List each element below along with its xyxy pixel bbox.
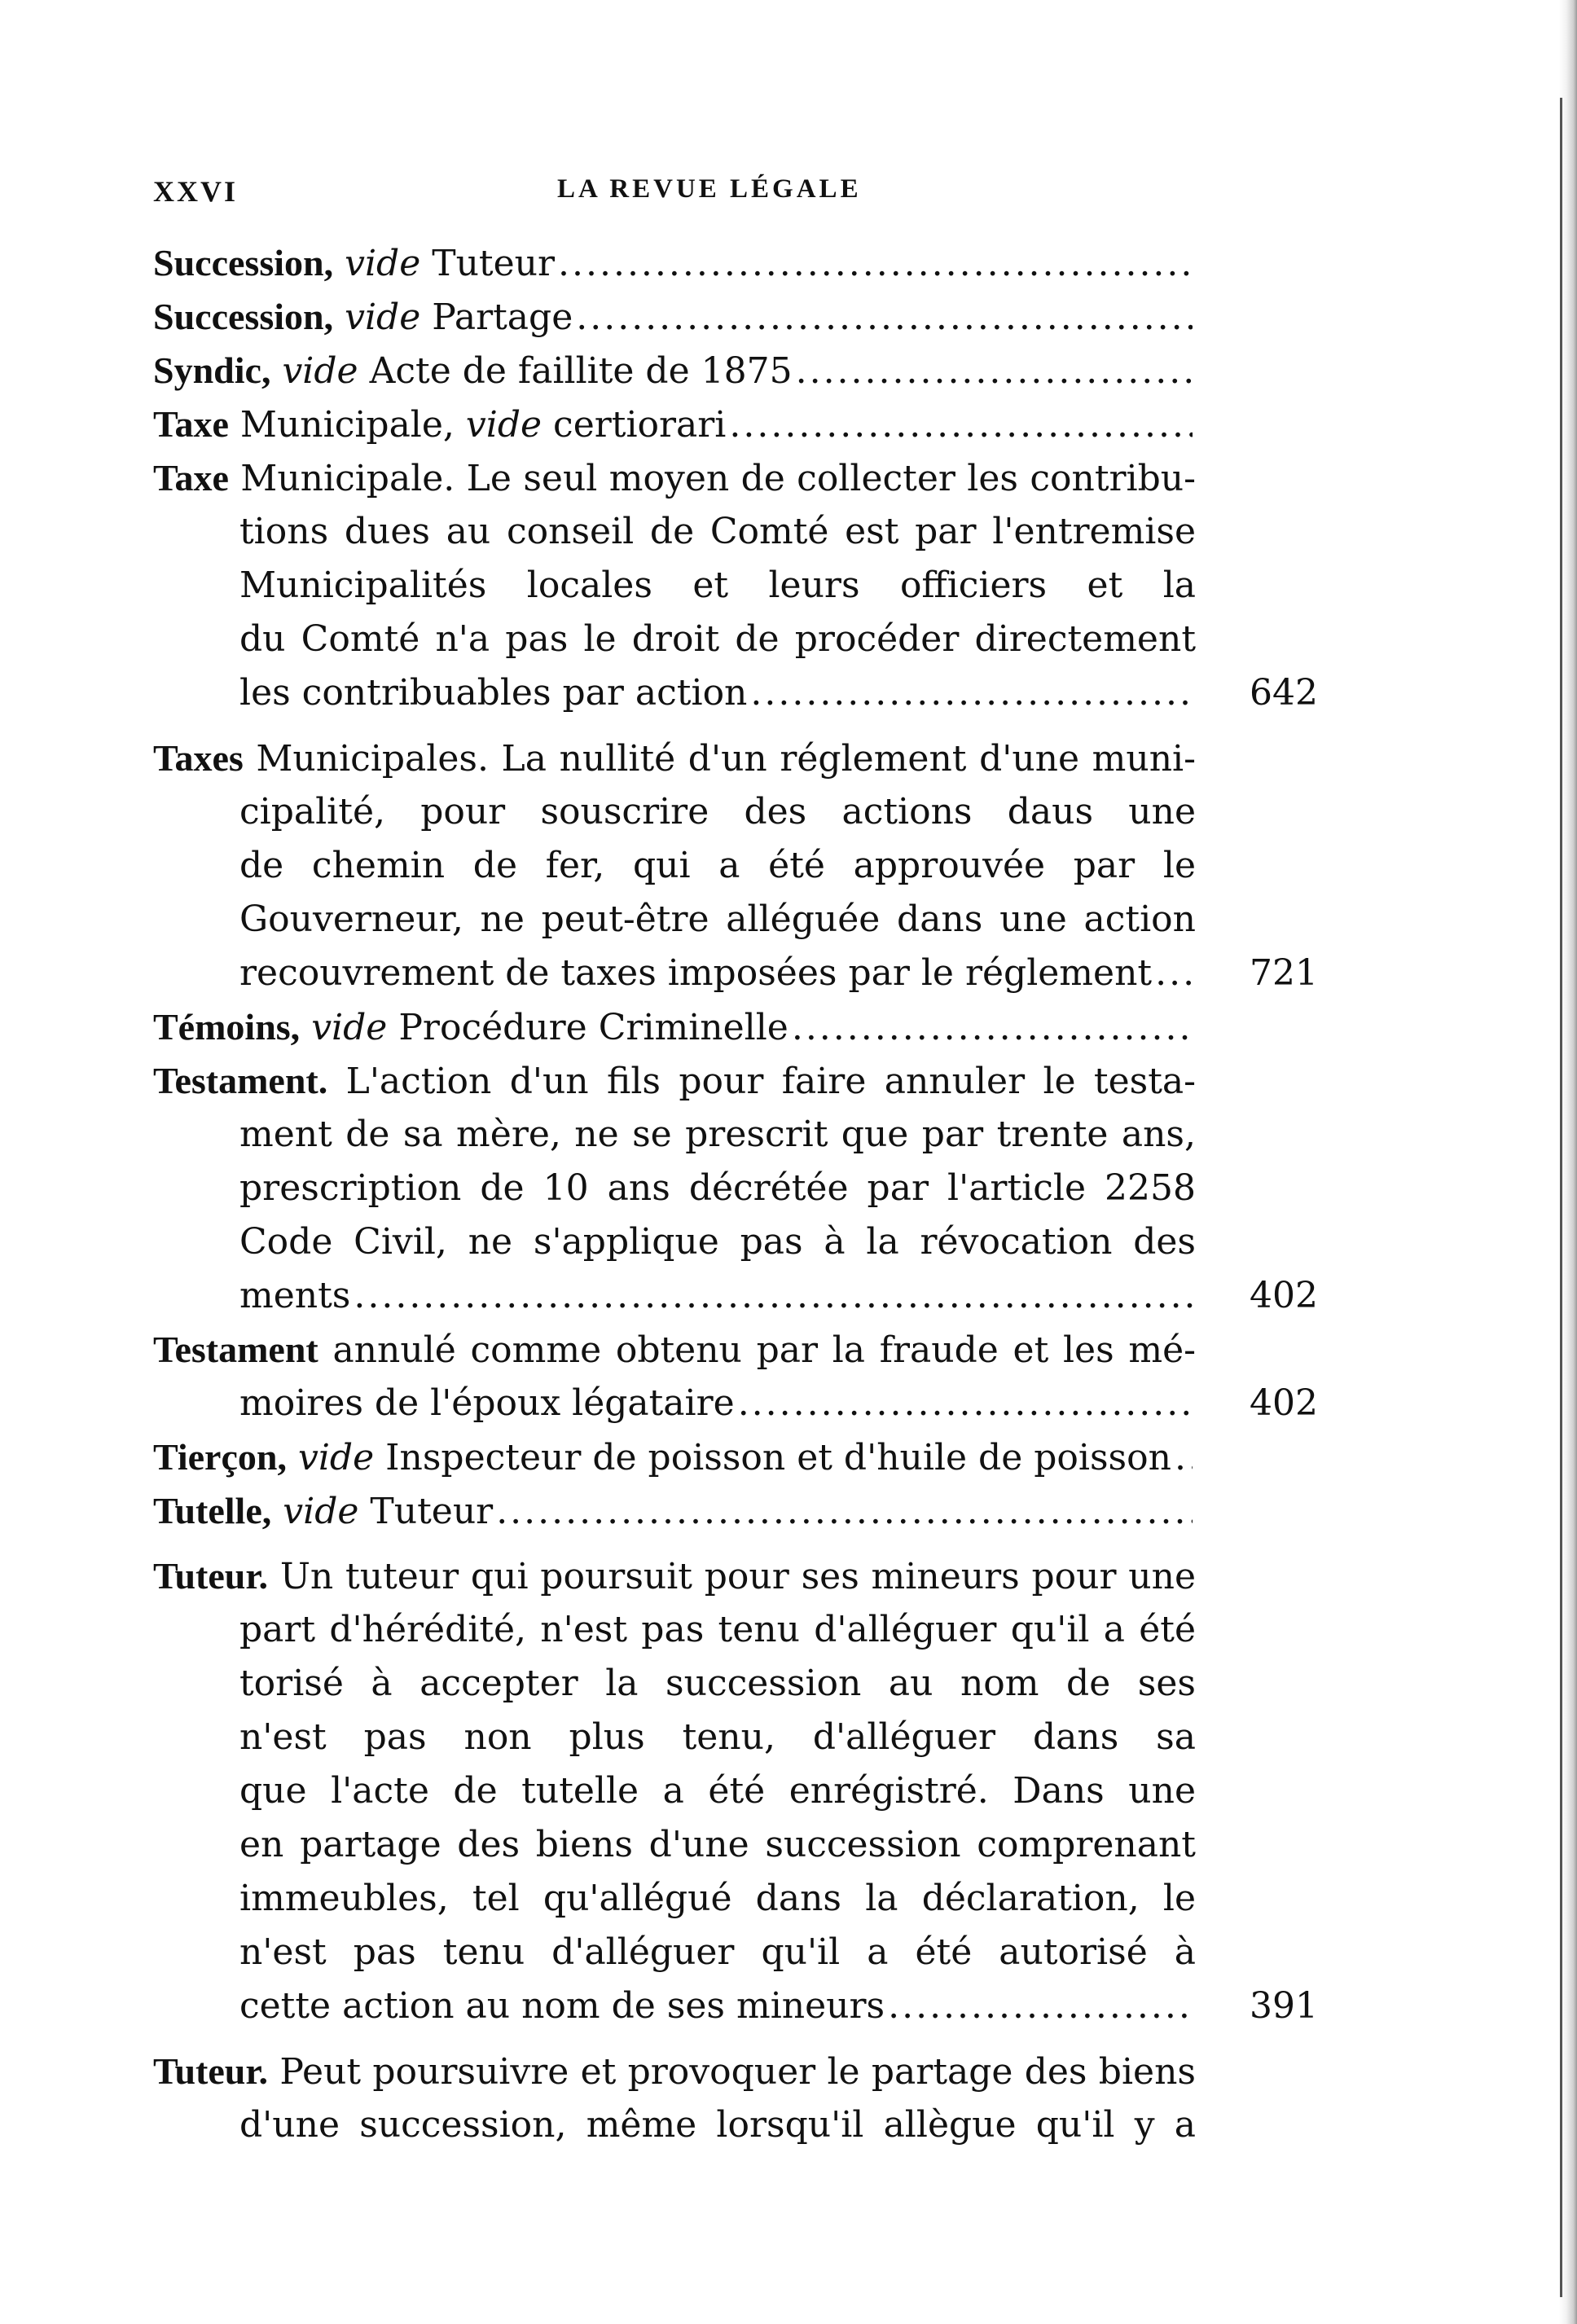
vide-reference: vide (282, 350, 358, 392)
entry-head-word: Succession, (153, 296, 334, 337)
entry-text (239, 1269, 350, 1323)
dot-leader (354, 1269, 1193, 1323)
entry-line (153, 1215, 1196, 1269)
entry-text (153, 398, 726, 452)
entry-text (153, 1556, 1196, 1597)
entry-body-text: Municipale. Le seul moyen de collecter les contribu- (240, 458, 1196, 499)
entry-body-text: Municipale, (239, 404, 455, 446)
entry-body-text: cipalité, pour souscrire des actions daus une (239, 791, 1196, 833)
entry-line (153, 290, 1196, 344)
entry-body-text: L'action d'un fils pour faire annuler le testa- (345, 1061, 1196, 1102)
entry-body-text: Un tuteur qui poursuit pour ses mineurs pour une (279, 1556, 1196, 1597)
entry-text (239, 2104, 1196, 2152)
dot-leader (729, 398, 1193, 452)
entry-text (239, 1770, 1196, 1818)
entry-text (239, 1931, 1196, 1979)
entry-body-text: n'est pas tenu d'alléguer qu'il a été autorisé à (239, 1931, 1196, 1973)
entry-head-word: Testament. (153, 1060, 328, 1101)
entry-body-text: part d'hérédité, n'est pas tenu d'alléguer qu'il a été (239, 1609, 1196, 1650)
entry-line (153, 1764, 1196, 1818)
index-entry (153, 1430, 1294, 1484)
entry-text (153, 290, 573, 345)
entry-body-text: de chemin de fer, qui a été approuvée par le (239, 845, 1196, 886)
entry-text (239, 1609, 1196, 1657)
entry-text (239, 666, 747, 720)
entry-line (153, 505, 1196, 559)
entry-text (153, 2051, 1196, 2093)
entry-text (239, 618, 1196, 666)
entry-text (239, 1716, 1196, 1764)
entry-line (153, 1377, 1318, 1430)
entry-body-text: Procédure Criminelle (398, 1007, 788, 1048)
entry-line (153, 666, 1318, 720)
entry-body-text: que l'acte de tutelle a été enrégistré. Dans une (239, 1770, 1196, 1812)
entry-head-word: Tutelle, (153, 1490, 272, 1531)
entry-body-text: Gouverneur, ne peut-être alléguée dans une action (239, 898, 1196, 940)
entry-text (239, 1878, 1196, 1926)
entry-line (153, 1484, 1196, 1538)
entry-body-text: Peut poursuivre et provoquer le partage des biens (279, 2051, 1196, 2093)
entry-text (153, 1430, 1171, 1485)
entry-line (153, 1000, 1196, 1054)
entry-body-text: Tuteur (432, 243, 556, 284)
entry-body-text: annulé comme obtenu par la fraude et les mé- (332, 1329, 1196, 1371)
index-entry (153, 344, 1294, 398)
page-reference: 402 (1250, 1382, 1318, 1424)
dot-leader (496, 1485, 1193, 1539)
entry-line (153, 1711, 1196, 1764)
entry-line (153, 839, 1196, 893)
entry-text (153, 738, 1196, 780)
page-header (153, 174, 1285, 215)
entry-line (153, 1054, 1196, 1108)
page-number: XXVI (153, 175, 239, 208)
index-entry (153, 1054, 1318, 1323)
entry-line (153, 559, 1196, 613)
dot-leader (792, 1001, 1193, 1055)
entry-text (153, 1061, 1196, 1102)
dot-leader (1155, 947, 1193, 1000)
entry-text (239, 1979, 885, 2033)
entry-line (153, 1818, 1196, 1872)
dot-leader (1175, 1431, 1193, 1485)
entry-text (239, 1114, 1196, 1162)
entry-body-text: Code Civil, ne s'applique pas à la révocation des (239, 1221, 1196, 1263)
entry-head-word: Succession, (153, 242, 334, 283)
vide-reference: vide (345, 297, 421, 338)
entry-body-text: recouvrement de taxes imposées par le réglement (239, 952, 1153, 994)
dot-leader (796, 345, 1193, 398)
dot-leader (738, 1377, 1193, 1430)
entry-line (153, 1269, 1318, 1323)
index-entry (153, 398, 1294, 451)
entry-body-text: en partage des biens d'une succession comprenant (239, 1824, 1196, 1865)
entry-head-word: Tuteur. (153, 1555, 269, 1597)
entry-line (153, 1108, 1196, 1162)
entry-line (153, 1323, 1196, 1377)
entry-body-text: certiorari (553, 404, 727, 446)
entry-text (239, 565, 1196, 613)
entry-text (239, 845, 1196, 893)
index-entries (153, 236, 1318, 2152)
vide-reference: vide (465, 404, 543, 446)
entry-line (153, 785, 1196, 839)
entry-line (153, 451, 1196, 505)
vide-reference: vide (311, 1007, 388, 1048)
entry-body-text: d'une succession, même lorsqu'il allègue qu'il y a (239, 2104, 1196, 2146)
dot-leader (576, 291, 1193, 345)
page-reference: 402 (1250, 1275, 1318, 1316)
index-entry (153, 236, 1294, 290)
entry-line (153, 947, 1318, 1000)
vide-reference: vide (283, 1491, 359, 1532)
entry-body-text: Municipalités locales et leurs officiers et la (239, 565, 1196, 606)
entry-line (153, 1430, 1196, 1484)
page-edge-line (1560, 98, 1562, 2297)
entry-line (153, 1872, 1196, 1926)
entry-line (153, 2045, 1196, 2098)
entry-line (153, 2098, 1196, 2152)
entry-body-text: moires de l'époux légataire (239, 1382, 735, 1424)
index-entry (153, 731, 1318, 1000)
entry-body-text: torisé à accepter la succession au nom de ses (239, 1663, 1196, 1704)
running-title: LA REVUE LÉGALE (557, 174, 862, 204)
entry-body-text: cette action au nom de ses mineurs (239, 1985, 885, 2027)
index-entry (153, 451, 1318, 720)
entry-head-word: Taxes (153, 737, 244, 779)
entry-text (153, 1329, 1196, 1371)
entry-head-word: Syndic, (153, 349, 271, 391)
entry-head-word: Taxe (153, 403, 229, 445)
entry-line (153, 893, 1196, 947)
entry-body-text: du Comté n'a pas le droit de procéder directement (239, 618, 1196, 660)
entry-text (239, 947, 1152, 1000)
entry-line (153, 1603, 1196, 1657)
entry-head-word: Taxe (153, 457, 229, 499)
entry-body-text: ments (239, 1275, 351, 1316)
entry-text (239, 1663, 1196, 1711)
dot-leader (888, 1979, 1193, 2033)
index-entry (153, 290, 1294, 344)
entry-text (153, 458, 1196, 499)
entry-body-text: Municipales. La nullité d'un réglement d'une muni- (256, 738, 1196, 780)
index-entry (153, 1484, 1294, 1538)
entry-head-word: Testament (153, 1329, 318, 1370)
entry-head-word: Tuteur. (153, 2050, 269, 2092)
entry-head-word: Tierçon, (153, 1436, 287, 1478)
entry-text (239, 1377, 735, 1430)
entry-line (153, 398, 1196, 451)
entry-text (239, 1221, 1196, 1269)
entry-line (153, 1926, 1196, 1979)
entry-line (153, 1162, 1196, 1215)
entry-text (153, 344, 793, 398)
entry-line (153, 1657, 1196, 1711)
entry-text (239, 898, 1196, 947)
entry-body-text: les contribuables par action (239, 672, 748, 714)
entry-body-text: Acte de faillite de 1875 (369, 350, 793, 392)
entry-line (153, 1979, 1318, 2033)
entry-body-text: immeubles, tel qu'allégué dans la déclaration, le (239, 1878, 1196, 1919)
entry-body-text: Tuteur (370, 1491, 494, 1532)
entry-body-text: ment de sa mère, ne se prescrit que par trente ans, (239, 1114, 1196, 1155)
entry-body-text: n'est pas non plus tenu, d'alléguer dans sa (239, 1716, 1196, 1758)
entry-text (239, 791, 1196, 839)
entry-line (153, 236, 1196, 290)
entry-text (153, 236, 555, 291)
page-reference: 642 (1250, 672, 1318, 714)
vide-reference: vide (345, 243, 421, 284)
entry-head-word: Témoins, (153, 1006, 301, 1048)
entry-text (239, 511, 1196, 559)
index-entry (153, 2045, 1294, 2152)
entry-text (153, 1484, 493, 1539)
entry-line (153, 1549, 1196, 1603)
page-reference: 721 (1250, 952, 1318, 994)
index-entry (153, 1000, 1294, 1054)
entry-body-text: Partage (432, 297, 573, 338)
page-reference: 391 (1250, 1985, 1318, 2027)
entry-line (153, 613, 1196, 666)
vide-reference: vide (297, 1437, 375, 1478)
entry-body-text: prescription de 10 ans décrétée par l'article 2258 (239, 1167, 1196, 1209)
entry-text (239, 1167, 1196, 1215)
entry-line (153, 344, 1196, 398)
entry-body-text: Inspecteur de poisson et d'huile de poisson (385, 1437, 1171, 1478)
index-entry (153, 1323, 1318, 1430)
entry-text (153, 1000, 788, 1055)
dot-leader (558, 237, 1193, 291)
entry-body-text: tions dues au conseil de Comté est par l'entremise (239, 511, 1196, 552)
entry-line (153, 731, 1196, 785)
dot-leader (750, 666, 1193, 720)
entry-text (239, 1824, 1196, 1872)
index-entry (153, 1549, 1318, 2033)
